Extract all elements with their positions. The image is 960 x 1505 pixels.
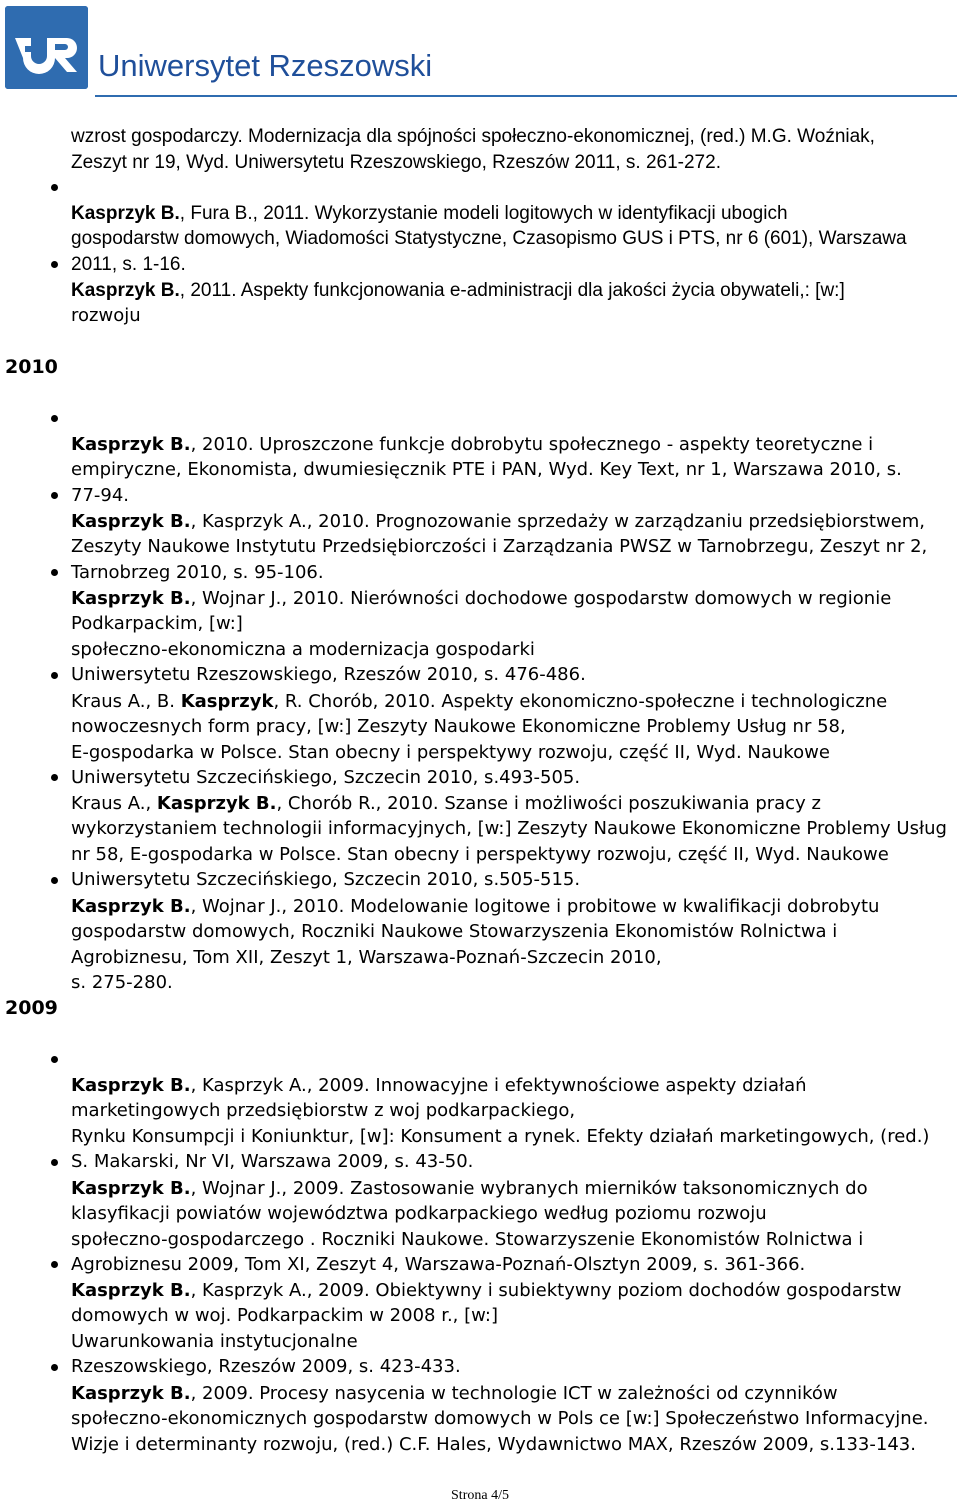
continuation-text: wzrost gospodarczy. Modernizacja dla spójności społeczno-ekonomicznej, (red.) M.G. Woźniak, Zeszyt nr 19, Wyd. Uniwersytetu Rzeszowskiego, Rzeszów 2011, s. 261-272. — [71, 126, 875, 173]
bullet — [51, 415, 58, 422]
entry-text: , 2011. Aspekty funkcjonowania e-administracji dla jakości życia obywateli,: [w:] — [179, 279, 845, 301]
bullet — [51, 672, 58, 679]
entry-text: , Wojnar J., 2009. Zastosowanie wybranych mierników taksonomicznych do klasyfikacji powiatów województwa podkarpackiego według poziomu rozwoju społeczno-gospodarczego . Roczniki Naukowe. Stowarzyszenie Ekonomistów Rolnictwa i Agrobiznesu 2009, Tom XI, Zeszyt 4, Warszawa-Poznań-Olsztyn 2009, s. 361-366. — [71, 1177, 868, 1276]
author-bold: Kasprzyk B. — [156, 792, 277, 814]
publication-entry — [71, 252, 956, 303]
publication-entry — [71, 1355, 956, 1457]
entry-continuation: rozwoju — [71, 305, 141, 326]
entry-text: , 2009. Procesy nasycenia w technologie ICT w zależności od czynników społeczno-ekonomicznych gospodarstw domowych w Pols ce [w:] Społeczeństwo Informacyjne. Wizje i determinanty rozwoju, (red.) C.F. Hales, Wydawnictwo MAX, Rzeszów 2009, s.133-143. — [71, 1382, 929, 1455]
author-bold: Kasprzyk B. — [71, 202, 180, 224]
bullet — [51, 184, 58, 191]
header-divider — [95, 95, 957, 97]
bullet — [51, 1364, 58, 1371]
entry-text: , Kasprzyk A., 2010. Prognozowanie sprzedaży w zarządzaniu przedsiębiorstwem, Zeszyty Naukowe Instytutu Przedsiębiorczości i Zarządzania PWSZ w Tarnobrzegu, Zeszyt nr 2, Tarnobrzeg 2010, s. 95-106. — [71, 510, 928, 583]
author-bold: Kasprzyk B. — [71, 895, 191, 917]
author-bold: Kasprzyk B. — [71, 279, 180, 301]
bullet — [51, 1159, 58, 1166]
author-bold: Kasprzyk B. — [71, 433, 191, 455]
entry-text: , Kasprzyk A., 2009. Innowacyjne i efektywnościowe aspekty działań marketingowych przedsiębiorstw z woj podkarpackiego, Rynku Konsumpcji i Koniunktur, [w]: Konsument a rynek. Efekty działań marketingowych, (red.) S. Makarski, Nr VI, Warszawa 2009, s. 43-50. — [71, 1074, 930, 1173]
page-header — [0, 0, 960, 100]
bullet — [51, 877, 58, 884]
year-heading-2010: 2010 — [5, 356, 58, 378]
author-bold: Kasprzyk B. — [71, 1279, 191, 1301]
entry-text: , Fura B., 2011. Wykorzystanie modeli logitowych w identyfikacji ubogich gospodarstw domowych, Wiadomości Statystyczne, Czasopismo GUS i PTS, nr 6 (601), Warszawa 2011, s. 1-16. — [71, 202, 907, 275]
author-bold: Kasprzyk B. — [71, 587, 191, 609]
bullet — [51, 569, 58, 576]
bullet — [51, 492, 58, 499]
author-bold: Kasprzyk B. — [71, 1177, 191, 1199]
author-bold: Kasprzyk B. — [71, 1382, 191, 1404]
entry-text: , R. Chorób, 2010. Aspekty ekonomiczno-społeczne i technologiczne nowoczesnych form pracy, [w:] Zeszyty Naukowe Ekonomiczne Problemy Usług nr 58, E-gospodarka w Polsce. Stan obecny i perspektywy rozwoju, część II, Wyd. Naukowe Uniwersytetu Szczecińskiego, Szczecin 2010, s.493-505. — [71, 690, 888, 789]
year-heading-2009: 2009 — [5, 997, 58, 1019]
entry-text: , 2010. Uproszczone funkcje dobrobytu społecznego - aspekty teoretyczne i empiryczne, Ekonomista, dwumiesięcznik PTE i PAN, Wyd. Key Text, nr 1, Warszawa 2010, s. 77-94. — [71, 433, 902, 506]
entry-text: , Wojnar J., 2010. Nierówności dochodowe gospodarstw domowych w regionie Podkarpackim, [w:] społeczno-ekonomiczna a modernizacja gospodarki Uniwersytetu Rzeszowskiego, Rzeszów 2010, s. 476-486. — [71, 587, 892, 686]
entry-prefix: Kraus A., B. — [71, 690, 181, 712]
entry-prefix: Kraus A., — [71, 792, 157, 814]
entry-text: , Chorób R., 2010. Szanse i możliwości poszukiwania pracy z wykorzystaniem technologii informacyjnych, [w:] Zeszyty Naukowe Ekonomiczne Problemy Usług nr 58, E-gospodarka w Polsce. Stan obecny i perspektywy rozwoju, część II, Wyd. Naukowe Uniwersytetu Szczecińskiego, Szczecin 2010, s.505-515. — [71, 792, 947, 891]
publication-entry — [71, 868, 956, 996]
author-bold: Kasprzyk B. — [71, 1074, 191, 1096]
bullet — [51, 1261, 58, 1268]
page-number: Strona 4/5 — [451, 1488, 509, 1503]
entry-text: , Wojnar J., 2010. Modelowanie logitowe i probitowe w kwalifikacji dobrobytu gospodarstw domowych, Roczniki Naukowe Stowarzyszenia Ekonomistów Rolnictwa i Agrobiznesu, Tom XII, Zeszyt 1, Warszawa-Poznań-Szczecin 2010, s. 275-280. — [71, 895, 880, 994]
bullet — [51, 1056, 58, 1063]
author-bold: Kasprzyk — [180, 690, 274, 712]
bullet — [51, 774, 58, 781]
university-name: Uniwersytet Rzeszowski — [98, 48, 433, 83]
entry-text: , Kasprzyk A., 2009. Obiektywny i subiektywny poziom dochodów gospodarstw domowych w woj. Podkarpackim w 2008 r., [w:] Uwarunkowania instytucjonalne Rzeszowskiego, Rzeszów 2009, s. 423-433. — [71, 1279, 902, 1378]
author-bold: Kasprzyk B. — [71, 510, 191, 532]
university-logo — [5, 6, 88, 89]
bullet — [51, 261, 58, 268]
